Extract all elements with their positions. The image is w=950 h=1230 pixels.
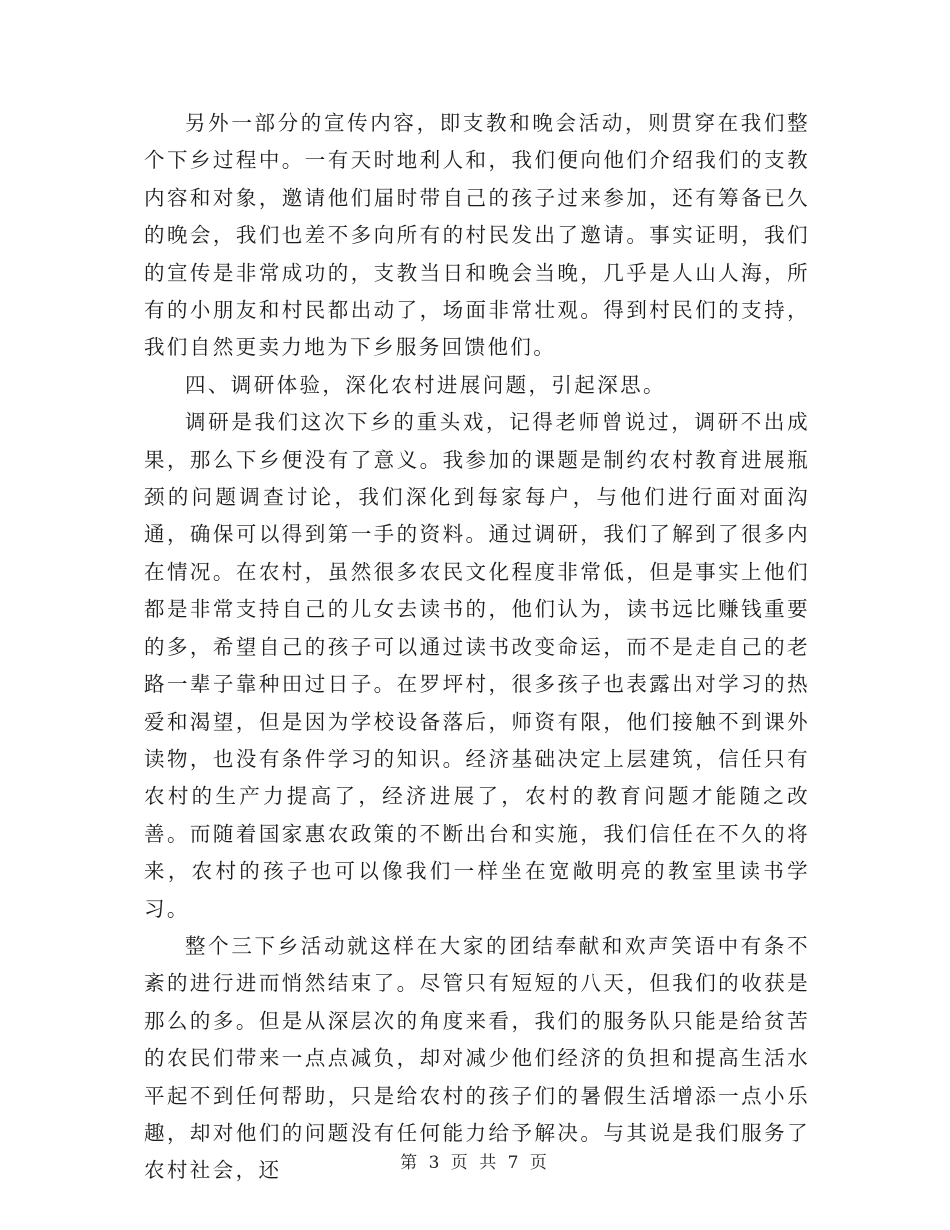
page-number-footer: 第 3 页 共 7 页 xyxy=(400,1153,550,1173)
document-body xyxy=(144,105,810,1190)
paragraph-summary: 整个三下乡活动就这样在大家的团结奉献和欢声笑语中有条不紊的进行进而悄然结束了。尽管只有短短的八天，但我们的收获是那么的多。但是从深层次的角度来看，我们的服务队只能是给贫苦的农民们带来一点点减负，却对减少他们经济的负担和提高生活水平起不到任何帮助，只是给农村的孩子们的暑假生活增添一点小乐趣，却对他们的问题没有任何能力给予解决。与其说是我们服务了农村社会，还 xyxy=(144,933,810,1183)
section-heading-research: 四、调研体验，深化农村进展问题，引起深思。 xyxy=(185,372,666,397)
paragraph-research: 调研是我们这次下乡的重头戏，记得老师曾说过，调研不出成果，那么下乡便没有了意义。我参加的课题是制约农村教育进展瓶颈的问题调查讨论，我们深化到每家每户，与他们进行面对面沟通，确保可以得到第一手的资料。通过调研，我们了解到了很多内在情况。在农村，虽然很多农民文化程度非常低，但是事实上他们都是非常支持自己的儿女去读书的，他们认为，读书远比赚钱重要的多，希望自己的孩子可以通过读书改变命运，而不是走自己的老路一辈子靠种田过日子。在罗坪村，很多孩子也表露出对学习的热爱和渴望，但是因为学校设备落后，师资有限，他们接触不到课外读物，也没有条件学习的知识。经济基础决定上层建筑，信任只有农村的生产力提高了，经济进展了，农村的教育问题才能随之改善。而随着国家惠农政策的不断出台和实施，我们信任在不久的将来，农村的孩子也可以像我们一样坐在宽敞明亮的教室里读书学习。 xyxy=(144,410,810,921)
paragraph-publicity: 另外一部分的宣传内容，即支教和晚会活动，则贯穿在我们整个下乡过程中。一有天时地利人和，我们便向他们介绍我们的支教内容和对象，邀请他们届时带自己的孩子过来参加，还有筹备已久的晚会，我们也差不多向所有的村民发出了邀请。事实证明，我们的宣传是非常成功的，支教当日和晚会当晚，几乎是人山人海，所有的小朋友和村民都出动了，场面非常壮观。得到村民们的支持，我们自然更卖力地为下乡服务回馈他们。 xyxy=(144,111,810,360)
